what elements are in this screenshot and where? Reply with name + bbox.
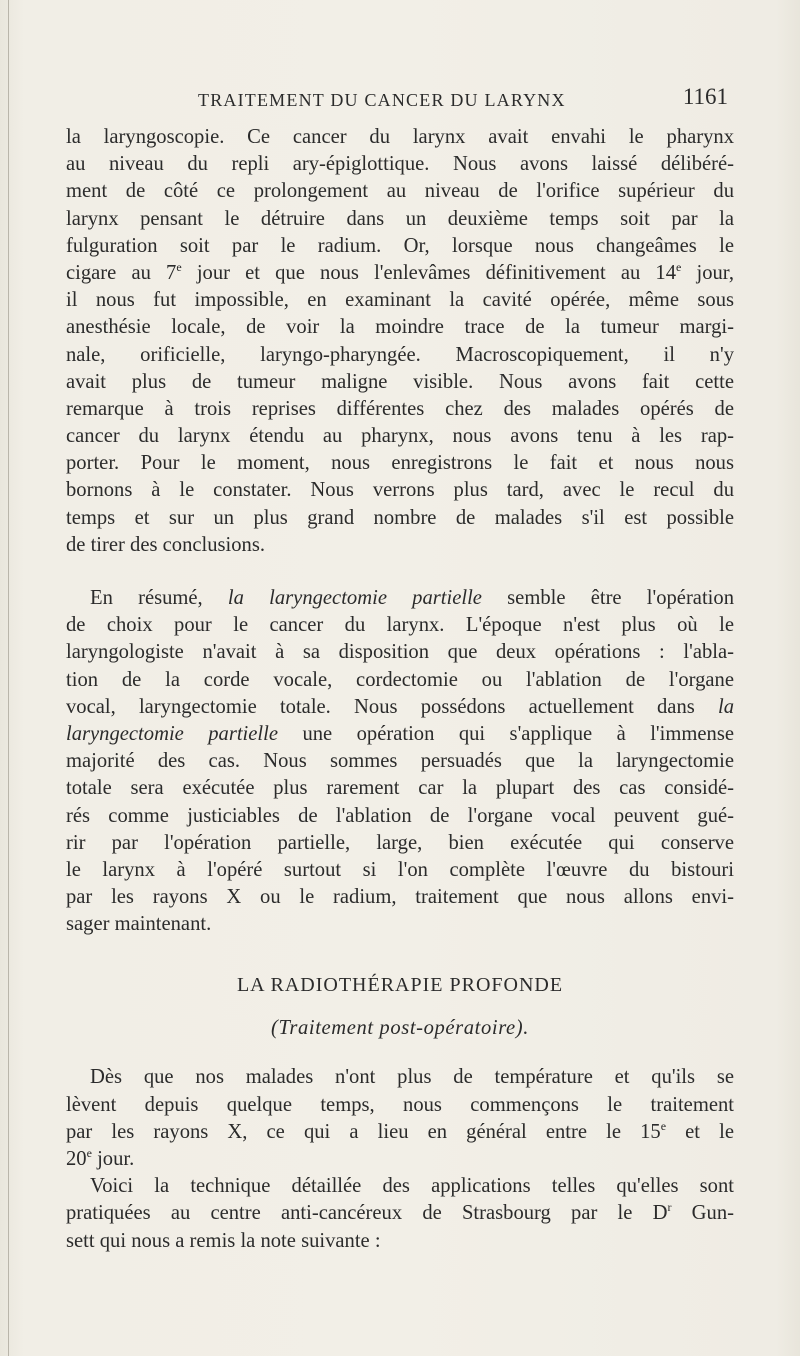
text-line: Voici la technique détaillée des applications telles qu'elles sont — [90, 1175, 734, 1198]
text-line: sett qui nous a remis la note suivante : — [66, 1229, 381, 1252]
text-line: lèvent depuis quelque temps, nous commençons le traitement — [66, 1093, 734, 1116]
text-line: rir par l'opération partielle, large, bien exécutée qui conserve — [66, 831, 734, 854]
text-line: laryngologiste n'avait à sa disposition que deux opérations : l'abla- — [66, 641, 734, 664]
body-text — [66, 124, 734, 1255]
text-line: par les rayons X ou le radium, traitement que nous allons envi- — [66, 886, 734, 909]
text-line: En résumé, la laryngectomie partielle semble être l'opération — [90, 587, 734, 609]
text-line: remarque à trois reprises différentes chez des malades opérés de — [66, 397, 734, 420]
text-line: rés comme justiciables de l'ablation de l'organe vocal peuvent gué- — [66, 804, 734, 827]
text-line: 20e jour. — [66, 1146, 135, 1170]
page-edge-line — [8, 0, 9, 1356]
running-title: TRAITEMENT DU CANCER DU LARYNX — [198, 90, 566, 110]
text-line: cigare au 7e jour et que nous l'enlevâmes définitivement au 14e jour, — [66, 260, 734, 284]
text-line: cancer du larynx étendu au pharynx, nous avons tenu à les rap- — [66, 425, 734, 448]
text-line: il nous fut impossible, en examinant la cavité opérée, même sous — [66, 289, 734, 312]
text-line: Dès que nos malades n'ont plus de température et qu'ils se — [90, 1066, 734, 1089]
text-line: porter. Pour le moment, nous enregistrons le fait et nous nous — [66, 452, 734, 475]
text-line: tion de la corde vocale, cordectomie ou l'ablation de l'organe — [66, 668, 734, 691]
text-line: par les rayons X, ce qui a lieu en général entre le 15e et le — [66, 1118, 734, 1143]
text-line: vocal, laryngectomie totale. Nous possédons actuellement dans la — [66, 695, 734, 718]
text-line: temps et sur un plus grand nombre de malades s'il est possible — [66, 506, 734, 529]
text-line: laryngectomie partielle une opération qui s'applique à l'immense — [66, 722, 734, 745]
page-number: 1161 — [682, 84, 728, 109]
text-line: ment de côté ce prolongement au niveau de l'orifice supérieur du — [66, 180, 734, 203]
text-line: bornons à le constater. Nous verrons plus tard, avec le recul du — [66, 479, 734, 502]
text-line: totale sera exécutée plus rarement car la plupart des cas considé- — [66, 777, 734, 800]
text-line: de choix pour le cancer du larynx. L'époque n'est plus où le — [66, 614, 734, 637]
text-line: avait plus de tumeur maligne visible. Nous avons fait cette — [66, 370, 734, 393]
section-subheading: (Traitement post-opératoire). — [270, 1017, 530, 1040]
text-line: au niveau du repli ary-épiglottique. Nous avons laissé délibéré- — [66, 153, 734, 176]
text-line: majorité des cas. Nous sommes persuadés que la laryngectomie — [66, 750, 734, 773]
text-line: larynx pensant le détruire dans un deuxième temps soit par la — [66, 207, 734, 230]
text-line: pratiquées au centre anti-cancéreux de Strasbourg par le $D^r$ Gun- — [66, 1200, 734, 1225]
text-line: la laryngoscopie. Ce cancer du larynx avait envahi le pharynx — [66, 126, 734, 148]
text-line: le larynx à l'opéré surtout si l'on complète l'œuvre du bistouri — [66, 858, 734, 881]
text-line: sager maintenant. — [66, 913, 212, 936]
text-line: anesthésie locale, de voir la moindre trace de la tumeur margi- — [66, 316, 734, 339]
page-header — [66, 84, 734, 114]
text-line: fulguration soit par le radium. Or, lorsque nous changeâmes le — [66, 234, 734, 257]
section-heading: LA RADIOTHÉRAPIE PROFONDE — [236, 974, 564, 997]
text-line: de tirer des conclusions. — [66, 533, 266, 556]
text-line: nale, orificielle, laryngo-pharyngée. Macroscopiquement, il n'y — [66, 343, 734, 366]
